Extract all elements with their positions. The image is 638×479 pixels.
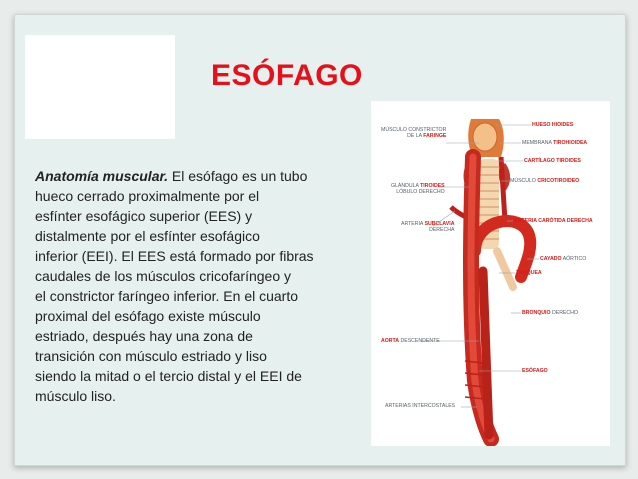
label-hueso-hioides: HUESO HIOIDES	[532, 122, 574, 128]
body-paragraph	[35, 166, 365, 406]
label-membrana-tirohioidea: MEMBRANA TIROHIOIDEA	[522, 140, 588, 146]
label-musculo-cricotiroideo: MÚSCULO CRICOTIROIDEO	[510, 178, 580, 184]
label-cayado-aortico: CAYADO AÓRTICO	[540, 256, 587, 262]
text-line: transición con músculo estriado y liso	[35, 348, 267, 364]
label-traquea: TRÁQUEA	[516, 270, 542, 276]
label-arteria-subclavia: ARTERIA SUBCLAVIA DERECHA	[401, 221, 455, 233]
text-line: distalmente por el esfínter esofágico	[35, 228, 260, 244]
lead-phrase: Anatomía muscular.	[35, 168, 169, 184]
label-esofago: ESÓFAGO	[522, 368, 548, 374]
label-arteria-carotida: ARTERIA CARÓTIDA DERECHA	[514, 218, 593, 224]
label-bronquio-derecho: BRONQUIO DERECHO	[522, 310, 578, 316]
text-line: el constrictor faríngeo inferior. En el cuarto	[35, 288, 299, 304]
logo-placeholder	[25, 35, 175, 139]
slide-title: ESÓFAGO	[211, 59, 363, 92]
text-line: caudales de los músculos cricofaríngeo y	[35, 268, 292, 284]
esophagus-anatomy-figure	[371, 101, 610, 446]
text-line: músculo liso.	[35, 388, 116, 404]
label-arterias-intercostales: ARTERIAS INTERCOSTALES	[385, 403, 456, 409]
text-line: proximal del esófago existe músculo	[35, 308, 261, 324]
esophagus-illustration	[371, 101, 610, 446]
text-line: siendo la mitad o el tercio distal y el EEI de	[35, 368, 302, 384]
text-line: estriado, después hay una zona de	[35, 328, 253, 344]
label-glandula-tiroides: GLÁNDULA TIROIDES LÓBULO DERECHO	[391, 183, 445, 195]
label-musculo-constrictor: MÚSCULO CONSTRICTOR DE LA FARINGE	[381, 127, 447, 139]
slide	[14, 14, 626, 466]
label-cartilago-tiroides: CARTÍLAGO TIROIDES	[524, 158, 581, 164]
label-aorta-descendente: AORTA DESCENDENTE	[381, 338, 440, 344]
text-line: El esófago es un tubo	[168, 168, 308, 184]
text-line: hueco cerrado proximalmente por el	[35, 188, 260, 204]
text-line: inferior (EEI). El EES está formado por fibras	[35, 248, 314, 264]
text-line: esfínter esofágico superior (EES) y	[35, 208, 253, 224]
